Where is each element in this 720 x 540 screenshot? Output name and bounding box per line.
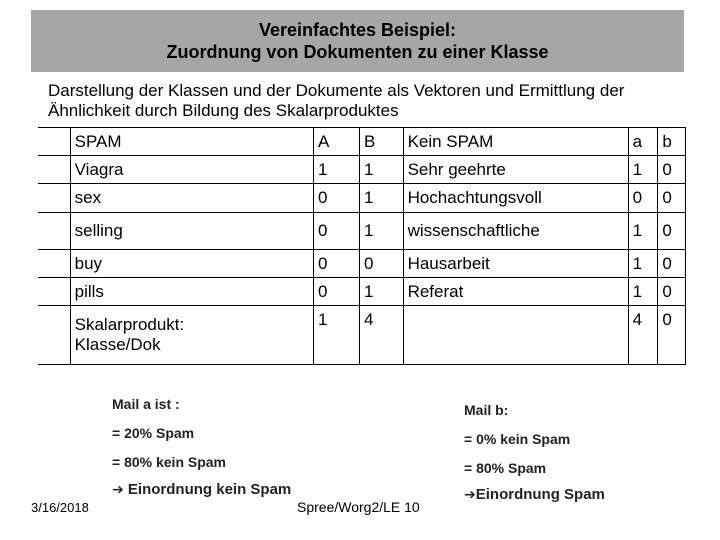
row-marker <box>38 213 70 250</box>
row-marker <box>38 306 70 365</box>
row-marker <box>38 278 70 306</box>
cell-b: 1 <box>359 156 403 184</box>
intro-text <box>48 81 688 121</box>
cell-b: 1 <box>359 278 403 306</box>
cell-word-kein: Hausarbeit <box>403 250 628 278</box>
mail-a-heading: Mail a ist : <box>112 396 180 412</box>
cell-a-lower: 0 <box>628 184 658 213</box>
row-marker <box>38 250 70 278</box>
scalar-kein <box>403 306 628 365</box>
cell-b: 1 <box>359 213 403 250</box>
slide-title-bar <box>31 10 684 72</box>
cell-a: 0 <box>314 213 360 250</box>
row-marker <box>38 128 70 156</box>
slide-title-line2: Zuordnung von Dokumenten zu einer Klasse <box>166 42 549 62</box>
mail-b-conclusion-text: Einordnung Spam <box>475 486 605 503</box>
cell-word-spam: Viagra <box>70 156 313 184</box>
header-spam: SPAM <box>70 128 313 156</box>
mail-a-conclusion <box>112 481 291 498</box>
cell-a: 0 <box>314 278 360 306</box>
header-a-upper: A <box>314 128 360 156</box>
row-marker <box>38 156 70 184</box>
footer-date: 3/16/2018 <box>31 500 89 515</box>
scalar-a-lower: 4 <box>628 306 658 365</box>
cell-b: 1 <box>359 184 403 213</box>
cell-word-spam: selling <box>70 213 313 250</box>
cell-word-kein: wissenschaftliche <box>403 213 628 250</box>
slide-title-line1: Vereinfachtes Beispiel: <box>258 20 457 40</box>
table-header-row <box>38 128 686 156</box>
scalar-label-line2: Klasse/Dok <box>74 335 161 354</box>
header-kein-spam: Kein SPAM <box>403 128 628 156</box>
scalar-product-label <box>70 306 313 365</box>
row-marker <box>38 184 70 213</box>
cell-a-lower: 1 <box>628 250 658 278</box>
cell-a: 1 <box>314 156 360 184</box>
mail-b-heading: Mail b: <box>464 402 509 418</box>
header-b-lower: b <box>658 128 686 156</box>
table-row <box>38 184 686 213</box>
cell-a: 0 <box>314 184 360 213</box>
cell-b-lower: 0 <box>658 156 686 184</box>
footer-course-id: Spree/Worg2/LE 10 <box>297 499 420 515</box>
intro-line2: Ähnlichkeit durch Bildung des Skalarproduktes <box>48 101 399 120</box>
table-row <box>38 213 686 250</box>
cell-a-lower: 1 <box>628 278 658 306</box>
header-a-lower: a <box>628 128 658 156</box>
table-row <box>38 156 686 184</box>
table-row <box>38 278 686 306</box>
scalar-b-lower: 0 <box>658 306 686 365</box>
cell-word-kein: Sehr geehrte <box>403 156 628 184</box>
comparison-table <box>38 127 686 365</box>
mail-a-kein: = 80% kein Spam <box>112 454 227 470</box>
cell-word-spam: buy <box>70 250 313 278</box>
mail-b-spam: = 80% Spam <box>464 460 547 476</box>
arrow-right-icon: ➔ <box>112 482 124 498</box>
cell-b-lower: 0 <box>658 184 686 213</box>
cell-a-lower: 1 <box>628 213 658 250</box>
cell-b-lower: 0 <box>658 278 686 306</box>
cell-word-kein: Hochachtungsvoll <box>403 184 628 213</box>
scalar-b-upper: 4 <box>359 306 403 365</box>
header-b-upper: B <box>359 128 403 156</box>
scalar-a-upper: 1 <box>314 306 360 365</box>
mail-b-kein: = 0% kein Spam <box>464 431 571 447</box>
cell-b-lower: 0 <box>658 250 686 278</box>
cell-a: 0 <box>314 250 360 278</box>
cell-word-spam: pills <box>70 278 313 306</box>
mail-b-conclusion <box>464 486 605 503</box>
table-row <box>38 250 686 278</box>
scalar-product-row <box>38 306 686 365</box>
mail-a-spam: = 20% Spam <box>112 425 195 441</box>
scalar-label-line1: Skalarprodukt: <box>74 315 185 334</box>
arrow-right-icon: ➔ <box>464 487 476 503</box>
intro-line1: Darstellung der Klassen und der Dokumente als Vektoren und Ermittlung der <box>48 81 625 100</box>
cell-word-kein: Referat <box>403 278 628 306</box>
cell-word-spam: sex <box>70 184 313 213</box>
cell-a-lower: 1 <box>628 156 658 184</box>
cell-b-lower: 0 <box>658 213 686 250</box>
mail-a-conclusion-text: Einordnung kein Spam <box>127 481 292 498</box>
cell-b: 0 <box>359 250 403 278</box>
